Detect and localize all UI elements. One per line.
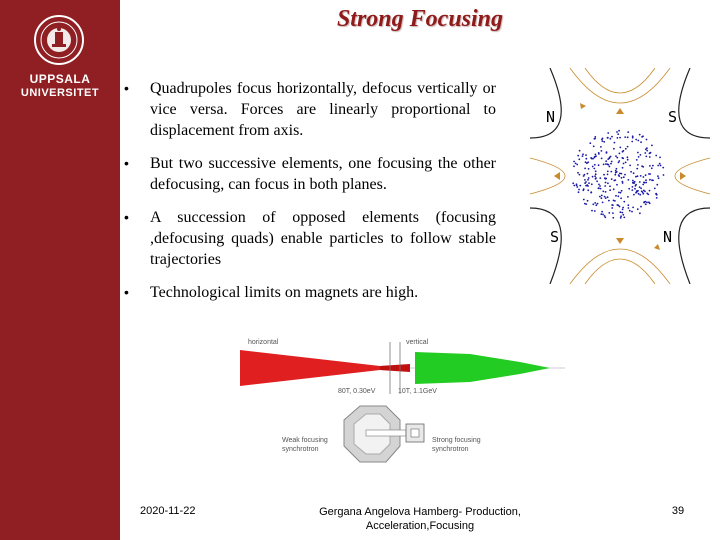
particle-dot bbox=[607, 182, 609, 184]
particle-dot bbox=[632, 186, 634, 188]
particle-dot bbox=[609, 185, 611, 187]
particle-dot bbox=[598, 184, 600, 186]
particle-dot bbox=[605, 182, 607, 184]
particle-dot bbox=[575, 163, 577, 165]
particle-dot bbox=[607, 132, 609, 134]
pole-label-bottom-left: S bbox=[550, 228, 560, 246]
particle-dot bbox=[643, 182, 645, 184]
particle-dot bbox=[594, 138, 596, 140]
particle-dot bbox=[634, 181, 636, 183]
particle-dot bbox=[605, 178, 607, 180]
particle-dot bbox=[633, 172, 635, 174]
particle-dot bbox=[611, 136, 613, 138]
particle-dot bbox=[618, 160, 620, 162]
particle-dot bbox=[603, 141, 605, 143]
particle-dot bbox=[588, 168, 590, 170]
particle-dot bbox=[594, 175, 596, 177]
logo-line2: UNIVERSITET bbox=[20, 87, 100, 99]
particle-dot bbox=[648, 201, 650, 203]
particle-dot bbox=[613, 148, 615, 150]
particle-dot bbox=[617, 195, 619, 197]
particle-dot bbox=[631, 211, 633, 213]
particle-dot bbox=[578, 158, 580, 160]
particle-dot bbox=[612, 212, 614, 214]
particle-dot bbox=[610, 156, 612, 158]
particle-dot bbox=[620, 173, 622, 175]
particle-dot bbox=[618, 204, 620, 206]
particle-dot bbox=[632, 180, 634, 182]
particle-dot bbox=[645, 156, 647, 158]
particle-dot bbox=[627, 204, 629, 206]
particle-dot bbox=[577, 172, 579, 174]
particle-dot bbox=[645, 174, 647, 176]
particle-dot bbox=[649, 165, 651, 167]
particle-dot bbox=[645, 148, 647, 150]
particle-dot bbox=[633, 194, 635, 196]
particle-dot bbox=[651, 179, 653, 181]
particle-dot bbox=[584, 174, 586, 176]
particle-dot bbox=[640, 141, 642, 143]
footer-author: Gergana Angelova Hamberg- Production, Acceleration,Focusing bbox=[319, 506, 521, 532]
particle-dot bbox=[598, 152, 600, 154]
particle-dot bbox=[584, 168, 586, 170]
particle-dot bbox=[649, 156, 651, 158]
particle-dot bbox=[637, 175, 639, 177]
pole-label-bottom-right: N bbox=[663, 228, 673, 246]
particle-dot bbox=[627, 156, 629, 158]
particle-dot bbox=[585, 181, 587, 183]
particle-dot bbox=[654, 188, 656, 190]
particle-dot bbox=[602, 191, 604, 193]
particle-dot bbox=[642, 184, 644, 186]
particle-dot bbox=[615, 195, 617, 197]
particle-dot bbox=[610, 163, 612, 165]
particle-dot bbox=[643, 201, 645, 203]
bullet-marker: • bbox=[124, 209, 129, 225]
particle-dot bbox=[594, 164, 596, 166]
particle-dot bbox=[637, 164, 639, 166]
particle-dot bbox=[609, 166, 611, 168]
particle-dot bbox=[648, 173, 650, 175]
particle-dot bbox=[600, 188, 602, 190]
beam-label-green: 10T, 1.1GeV bbox=[398, 388, 437, 395]
particle-dot bbox=[594, 136, 596, 138]
particle-cloud bbox=[572, 130, 664, 219]
particle-dot bbox=[599, 177, 601, 179]
particle-dot bbox=[615, 155, 617, 157]
particle-dot bbox=[607, 171, 609, 173]
particle-dot bbox=[614, 142, 616, 144]
particle-dot bbox=[658, 177, 660, 179]
particle-dot bbox=[635, 185, 637, 187]
particle-dot bbox=[662, 167, 664, 169]
bullet-item bbox=[118, 153, 496, 195]
particle-dot bbox=[640, 175, 642, 177]
particle-dot bbox=[637, 152, 639, 154]
particle-dot bbox=[647, 194, 649, 196]
particle-dot bbox=[616, 168, 618, 170]
particle-dot bbox=[621, 212, 623, 214]
particle-dot bbox=[601, 139, 603, 141]
particle-dot bbox=[600, 146, 602, 148]
particle-dot bbox=[605, 163, 607, 165]
particle-dot bbox=[587, 185, 589, 187]
particle-dot bbox=[610, 138, 612, 140]
particle-dot bbox=[627, 159, 629, 161]
footer-date: 2020-11-22 bbox=[140, 505, 196, 517]
quadrupole-field-graphic bbox=[530, 68, 710, 284]
beam-label-vertical: vertical bbox=[406, 339, 429, 346]
particle-dot bbox=[623, 176, 625, 178]
particle-dot bbox=[649, 179, 651, 181]
particle-dot bbox=[595, 154, 597, 156]
particle-dot bbox=[649, 190, 651, 192]
particle-dot bbox=[631, 141, 633, 143]
particle-dot bbox=[586, 162, 588, 164]
particle-dot bbox=[627, 131, 629, 133]
particle-dot bbox=[606, 151, 608, 153]
particle-dot bbox=[579, 150, 581, 152]
particle-dot bbox=[644, 191, 646, 193]
particle-dot bbox=[644, 152, 646, 154]
bullet-item bbox=[118, 78, 496, 141]
particle-dot bbox=[639, 181, 641, 183]
particle-dot bbox=[640, 154, 642, 156]
particle-dot bbox=[612, 204, 614, 206]
bullet-marker: • bbox=[124, 80, 129, 96]
particle-dot bbox=[584, 179, 586, 181]
particle-dot bbox=[645, 179, 647, 181]
particle-dot bbox=[607, 158, 609, 160]
particle-dot bbox=[578, 191, 580, 193]
bullet-marker: • bbox=[124, 155, 129, 171]
particle-dot bbox=[619, 147, 621, 149]
particle-dot bbox=[604, 216, 606, 218]
particle-dot bbox=[594, 157, 596, 159]
particle-dot bbox=[622, 157, 624, 159]
particle-dot bbox=[638, 193, 640, 195]
particle-dot bbox=[615, 172, 617, 174]
particle-dot bbox=[618, 130, 620, 132]
bullet-text: But two successive elements, one focusing the other defocusing, can focus in both planes. bbox=[150, 155, 496, 193]
particle-dot bbox=[646, 150, 648, 152]
particle-dot bbox=[610, 171, 612, 173]
particle-dot bbox=[589, 142, 591, 144]
particle-dot bbox=[607, 174, 609, 176]
particle-dot bbox=[639, 186, 641, 188]
bullet-text: Quadrupoles focus horizontally, defocus vertically or vice versa. Forces are linearly proportional to displacement from axis. bbox=[150, 80, 496, 139]
particle-dot bbox=[572, 182, 574, 184]
particle-dot bbox=[623, 150, 625, 152]
particle-dot bbox=[579, 185, 581, 187]
sidebar bbox=[0, 0, 120, 540]
particle-dot bbox=[613, 180, 615, 182]
particle-dot bbox=[588, 177, 590, 179]
particle-dot bbox=[587, 200, 589, 202]
particle-dot bbox=[608, 200, 610, 202]
particle-dot bbox=[641, 136, 643, 138]
particle-dot bbox=[591, 183, 593, 185]
particle-dot bbox=[593, 168, 595, 170]
particle-dot bbox=[605, 191, 607, 193]
particle-dot bbox=[573, 185, 575, 187]
logo-line1: UPPSALA bbox=[29, 72, 91, 86]
bullet-marker: • bbox=[124, 284, 129, 300]
particle-dot bbox=[651, 145, 653, 147]
particle-dot bbox=[591, 210, 593, 212]
particle-dot bbox=[657, 165, 659, 167]
particle-dot bbox=[582, 153, 584, 155]
particle-dot bbox=[630, 171, 632, 173]
particle-dot bbox=[576, 186, 578, 188]
particle-dot bbox=[655, 193, 657, 195]
particle-dot bbox=[611, 178, 613, 180]
particle-dot bbox=[622, 167, 624, 169]
particle-dot bbox=[635, 176, 637, 178]
particle-dot bbox=[595, 170, 597, 172]
particle-dot bbox=[592, 166, 594, 168]
particle-dot bbox=[576, 164, 578, 166]
particle-dot bbox=[585, 185, 587, 187]
particle-dot bbox=[646, 202, 648, 204]
bullet-list bbox=[118, 78, 496, 315]
particle-dot bbox=[624, 136, 626, 138]
page-number: 39 bbox=[671, 505, 685, 517]
particle-dot bbox=[585, 203, 587, 205]
particle-dot bbox=[593, 145, 595, 147]
particle-dot bbox=[582, 189, 584, 191]
particle-dot bbox=[621, 190, 623, 192]
particle-dot bbox=[638, 156, 640, 158]
particle-dot bbox=[576, 183, 578, 185]
particle-dot bbox=[632, 207, 634, 209]
particle-dot bbox=[611, 161, 613, 163]
particle-dot bbox=[651, 167, 653, 169]
particle-dot bbox=[607, 137, 609, 139]
particle-dot bbox=[655, 155, 657, 157]
particle-dot bbox=[628, 207, 630, 209]
particle-dot bbox=[636, 159, 638, 161]
particle-dot bbox=[622, 209, 624, 211]
particle-dot bbox=[631, 189, 633, 191]
particle-dot bbox=[620, 192, 622, 194]
particle-dot bbox=[641, 165, 643, 167]
particle-dot bbox=[622, 214, 624, 216]
quadrupole-diagram bbox=[530, 68, 710, 284]
particle-dot bbox=[632, 135, 634, 137]
particle-dot bbox=[587, 173, 589, 175]
particle-dot bbox=[639, 194, 641, 196]
particle-dot bbox=[577, 155, 579, 157]
particle-dot bbox=[616, 157, 618, 159]
particle-dot bbox=[608, 212, 610, 214]
pole-label-top-left: N bbox=[546, 108, 556, 126]
particle-dot bbox=[620, 217, 622, 219]
particle-dot bbox=[616, 184, 618, 186]
particle-dot bbox=[595, 173, 597, 175]
university-seal-logo bbox=[33, 14, 85, 66]
particle-dot bbox=[588, 182, 590, 184]
particle-dot bbox=[578, 189, 580, 191]
particle-dot bbox=[622, 181, 624, 183]
particle-dot bbox=[605, 160, 607, 162]
particle-dot bbox=[624, 174, 626, 176]
synchrotron-comparison-figure bbox=[278, 400, 508, 470]
particle-dot bbox=[590, 191, 592, 193]
particle-dot bbox=[616, 131, 618, 133]
particle-dot bbox=[585, 158, 587, 160]
particle-dot bbox=[640, 187, 642, 189]
particle-dot bbox=[601, 211, 603, 213]
particle-dot bbox=[657, 175, 659, 177]
particle-dot bbox=[646, 139, 648, 141]
particle-dot bbox=[601, 195, 603, 197]
particle-dot bbox=[636, 190, 638, 192]
particle-dot bbox=[587, 189, 589, 191]
particle-dot bbox=[629, 165, 631, 167]
particle-dot bbox=[656, 197, 658, 199]
particle-dot bbox=[627, 136, 629, 138]
bullet-text: A succession of opposed elements (focusing ,defocusing quads) enable particles to follow stable trajectories bbox=[150, 209, 496, 268]
particle-dot bbox=[600, 213, 602, 215]
bullet-item bbox=[118, 282, 496, 303]
beam-label-horizontal: horizontal bbox=[248, 339, 279, 346]
particle-dot bbox=[625, 148, 627, 150]
particle-dot bbox=[637, 140, 639, 142]
particle-dot bbox=[660, 165, 662, 167]
particle-dot bbox=[603, 174, 605, 176]
particle-dot bbox=[598, 187, 600, 189]
particle-dot bbox=[650, 152, 652, 154]
particle-dot bbox=[645, 182, 647, 184]
particle-dot bbox=[639, 134, 641, 136]
particle-dot bbox=[602, 202, 604, 204]
strong-focusing-label: Strong focusing synchrotron bbox=[432, 437, 481, 453]
particle-dot bbox=[605, 197, 607, 199]
particle-dot bbox=[614, 174, 616, 176]
particle-dot bbox=[612, 217, 614, 219]
particle-dot bbox=[617, 137, 619, 139]
beam-label-red: 80T, 0.30eV bbox=[338, 388, 376, 395]
particle-dot bbox=[620, 211, 622, 213]
particle-dot bbox=[652, 165, 654, 167]
particle-dot bbox=[597, 203, 599, 205]
particle-dot bbox=[613, 200, 615, 202]
particle-dot bbox=[659, 163, 661, 165]
particle-dot bbox=[594, 202, 596, 204]
weak-focusing-label: Weak focusing synchrotron bbox=[282, 437, 328, 453]
particle-dot bbox=[601, 158, 603, 160]
particle-dot bbox=[656, 184, 658, 186]
particle-dot bbox=[623, 201, 625, 203]
particle-dot bbox=[625, 162, 627, 164]
particle-dot bbox=[622, 207, 624, 209]
particle-dot bbox=[598, 164, 600, 166]
particle-dot bbox=[595, 155, 597, 157]
particle-dot bbox=[620, 197, 622, 199]
particle-dot bbox=[628, 179, 630, 181]
particle-dot bbox=[595, 204, 597, 206]
particle-dot bbox=[595, 178, 597, 180]
particle-dot bbox=[623, 217, 625, 219]
particle-dot bbox=[627, 146, 629, 148]
particle-dot bbox=[663, 174, 665, 176]
particle-dot bbox=[582, 155, 584, 157]
particle-dot bbox=[627, 196, 629, 198]
particle-dot bbox=[642, 191, 644, 193]
particle-dot bbox=[607, 163, 609, 165]
particle-dot bbox=[602, 214, 604, 216]
particle-dot bbox=[599, 196, 601, 198]
particle-dot bbox=[659, 157, 661, 159]
particle-dot bbox=[623, 163, 625, 165]
bullet-item bbox=[118, 207, 496, 270]
particle-dot bbox=[596, 180, 598, 182]
particle-dot bbox=[639, 212, 641, 214]
particle-dot bbox=[604, 185, 606, 187]
particle-dot bbox=[636, 168, 638, 170]
particle-dot bbox=[583, 199, 585, 201]
particle-dot bbox=[621, 177, 623, 179]
particle-dot bbox=[628, 188, 630, 190]
particle-dot bbox=[609, 189, 611, 191]
particle-dot bbox=[635, 139, 637, 141]
particle-dot bbox=[619, 137, 621, 139]
particle-dot bbox=[590, 157, 592, 159]
particle-dot bbox=[611, 207, 613, 209]
particle-dot bbox=[619, 153, 621, 155]
beam-envelope-figure bbox=[230, 336, 570, 400]
particle-dot bbox=[592, 203, 594, 205]
particle-dot bbox=[645, 203, 647, 205]
synchrotron-graphic bbox=[278, 400, 508, 470]
particle-dot bbox=[579, 174, 581, 176]
bullet-text: Technological limits on magnets are high. bbox=[150, 284, 419, 301]
pole-label-top-right: S bbox=[668, 108, 678, 126]
particle-dot bbox=[594, 210, 596, 212]
particle-dot bbox=[587, 179, 589, 181]
particle-dot bbox=[637, 208, 639, 210]
particle-dot bbox=[603, 164, 605, 166]
particle-dot bbox=[592, 176, 594, 178]
particle-dot bbox=[634, 188, 636, 190]
particle-dot bbox=[629, 210, 631, 212]
slide-title: Strong Focusing bbox=[336, 6, 504, 32]
particle-dot bbox=[601, 150, 603, 152]
particle-dot bbox=[602, 140, 604, 142]
particle-dot bbox=[573, 165, 575, 167]
particle-dot bbox=[618, 192, 620, 194]
particle-dot bbox=[604, 196, 606, 198]
particle-dot bbox=[573, 161, 575, 163]
particle-dot bbox=[618, 175, 620, 177]
particle-dot bbox=[613, 188, 615, 190]
particle-dot bbox=[601, 197, 603, 199]
particle-dot bbox=[640, 206, 642, 208]
particle-dot bbox=[599, 185, 601, 187]
particle-dot bbox=[607, 196, 609, 198]
particle-dot bbox=[617, 133, 619, 135]
particle-dot bbox=[585, 154, 587, 156]
particle-dot bbox=[643, 176, 645, 178]
